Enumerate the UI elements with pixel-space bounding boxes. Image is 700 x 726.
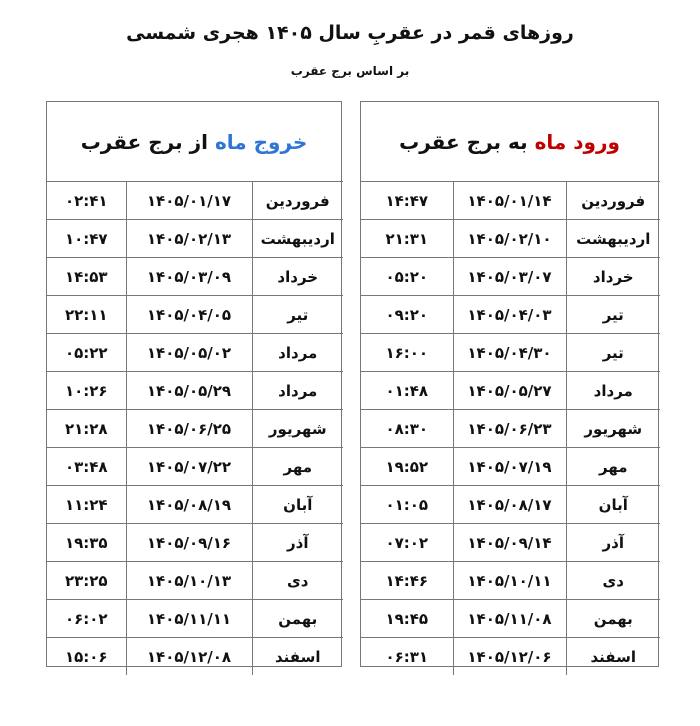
- table-row: [361, 182, 660, 220]
- table-row: [47, 334, 343, 372]
- table-row: [361, 410, 660, 448]
- cell-date: ۱۴۰۵/۰۸/۱۷: [453, 486, 566, 524]
- cell-time: ۲۱:۳۱: [361, 220, 453, 258]
- cell-time: ۰۲:۴۱: [47, 182, 126, 220]
- cell-date: ۱۴۰۵/۱۱/۰۸: [453, 600, 566, 638]
- table-row: [47, 258, 343, 296]
- table-row: [361, 524, 660, 562]
- table-row: [361, 220, 660, 258]
- cell-month: مرداد: [566, 372, 660, 410]
- cell-time: ۲۳:۲۵: [47, 562, 126, 600]
- cell-time: ۰۵:۲۰: [361, 258, 453, 296]
- cell-date: ۱۴۰۵/۰۸/۱۹: [126, 486, 252, 524]
- cell-month: شهریور: [252, 410, 343, 448]
- table-row: [47, 448, 343, 486]
- cell-month: تیر: [566, 296, 660, 334]
- cell-month: آذر: [252, 524, 343, 562]
- cell-time: ۱۹:۵۲: [361, 448, 453, 486]
- cell-date: ۱۴۰۵/۰۳/۰۷: [453, 258, 566, 296]
- cell-month: مرداد: [252, 372, 343, 410]
- cell-month: دی: [252, 562, 343, 600]
- cell-month: خرداد: [252, 258, 343, 296]
- cell-month: مرداد: [252, 334, 343, 372]
- table-row: [47, 296, 343, 334]
- cell-date: ۱۴۰۵/۰۲/۱۰: [453, 220, 566, 258]
- cell-time: ۰۱:۰۵: [361, 486, 453, 524]
- cell-time: ۱۵:۰۶: [47, 638, 126, 676]
- cell-date: ۱۴۰۵/۰۲/۱۳: [126, 220, 252, 258]
- cell-month: شهریور: [566, 410, 660, 448]
- cell-time: ۰۱:۴۸: [361, 372, 453, 410]
- table-row: [361, 600, 660, 638]
- cell-month: بهمن: [252, 600, 343, 638]
- cell-time: ۱۴:۴۷: [361, 182, 453, 220]
- cell-date: ۱۴۰۵/۰۴/۳۰: [453, 334, 566, 372]
- cell-time: ۱۰:۲۶: [47, 372, 126, 410]
- cell-month: تیر: [566, 334, 660, 372]
- table-row: [47, 182, 343, 220]
- cell-month: اسفند: [252, 638, 343, 676]
- cell-month: اردیبهشت: [252, 220, 343, 258]
- table-row: [47, 486, 343, 524]
- exit-heading-suffix: از برج عقرب: [80, 129, 208, 154]
- table-row: [361, 334, 660, 372]
- moon-entry-table: [360, 101, 659, 667]
- cell-time: ۱۰:۴۷: [47, 220, 126, 258]
- cell-month: اسفند: [566, 638, 660, 676]
- cell-time: ۰۶:۳۱: [361, 638, 453, 676]
- entry-heading-suffix: به برج عقرب: [399, 129, 528, 154]
- table-row: [361, 258, 660, 296]
- cell-month: آبان: [252, 486, 343, 524]
- table-row: [47, 372, 343, 410]
- cell-date: ۱۴۰۵/۱۲/۰۸: [126, 638, 252, 676]
- cell-time: ۱۹:۴۵: [361, 600, 453, 638]
- table-row: [47, 600, 343, 638]
- table-row: [361, 372, 660, 410]
- exit-heading: [47, 102, 341, 181]
- cell-date: ۱۴۰۵/۱۲/۰۶: [453, 638, 566, 676]
- table-row: [361, 486, 660, 524]
- cell-month: مهر: [252, 448, 343, 486]
- cell-month: دی: [566, 562, 660, 600]
- entry-heading-prefix: ورود ماه: [534, 129, 620, 154]
- cell-time: ۰۵:۲۲: [47, 334, 126, 372]
- cell-month: فروردین: [252, 182, 343, 220]
- cell-date: ۱۴۰۵/۰۱/۱۴: [453, 182, 566, 220]
- table-row: [361, 448, 660, 486]
- cell-month: تیر: [252, 296, 343, 334]
- cell-date: ۱۴۰۵/۰۴/۰۵: [126, 296, 252, 334]
- cell-date: ۱۴۰۵/۰۳/۰۹: [126, 258, 252, 296]
- cell-date: ۱۴۰۵/۰۶/۲۳: [453, 410, 566, 448]
- table-row: [361, 562, 660, 600]
- cell-month: فروردین: [566, 182, 660, 220]
- table-row: [361, 296, 660, 334]
- cell-time: ۱۴:۴۶: [361, 562, 453, 600]
- cell-date: ۱۴۰۵/۰۵/۰۲: [126, 334, 252, 372]
- table-row: [361, 638, 660, 676]
- cell-month: خرداد: [566, 258, 660, 296]
- cell-date: ۱۴۰۵/۰۶/۲۵: [126, 410, 252, 448]
- exit-rows: [47, 181, 343, 675]
- page-subtitle: بر اساس برج عقرب: [290, 64, 410, 78]
- cell-date: ۱۴۰۵/۰۷/۱۹: [453, 448, 566, 486]
- entry-rows: [361, 181, 660, 675]
- cell-date: ۱۴۰۵/۱۱/۱۱: [126, 600, 252, 638]
- cell-date: ۱۴۰۵/۱۰/۱۳: [126, 562, 252, 600]
- cell-time: ۰۸:۳۰: [361, 410, 453, 448]
- table-row: [47, 410, 343, 448]
- cell-date: ۱۴۰۵/۰۹/۱۴: [453, 524, 566, 562]
- cell-time: ۰۶:۰۲: [47, 600, 126, 638]
- cell-month: اردیبهشت: [566, 220, 660, 258]
- cell-date: ۱۴۰۵/۰۱/۱۷: [126, 182, 252, 220]
- exit-heading-prefix: خروج ماه: [214, 129, 308, 154]
- table-row: [47, 562, 343, 600]
- cell-date: ۱۴۰۵/۰۷/۲۲: [126, 448, 252, 486]
- cell-month: مهر: [566, 448, 660, 486]
- cell-time: ۰۷:۰۲: [361, 524, 453, 562]
- cell-date: ۱۴۰۵/۰۴/۰۳: [453, 296, 566, 334]
- cell-month: آبان: [566, 486, 660, 524]
- cell-date: ۱۴۰۵/۰۵/۲۷: [453, 372, 566, 410]
- table-row: [47, 638, 343, 676]
- cell-time: ۲۱:۲۸: [47, 410, 126, 448]
- cell-time: ۱۹:۳۵: [47, 524, 126, 562]
- cell-time: ۱۶:۰۰: [361, 334, 453, 372]
- moon-exit-table: [46, 101, 342, 667]
- cell-time: ۰۹:۲۰: [361, 296, 453, 334]
- cell-date: ۱۴۰۵/۰۹/۱۶: [126, 524, 252, 562]
- page-title: روزهای قمر در عقربِ سال ۱۴۰۵ هجری شمسی: [126, 22, 574, 44]
- table-row: [47, 524, 343, 562]
- cell-month: آذر: [566, 524, 660, 562]
- cell-time: ۰۳:۴۸: [47, 448, 126, 486]
- cell-date: ۱۴۰۵/۰۵/۲۹: [126, 372, 252, 410]
- cell-time: ۱۴:۵۳: [47, 258, 126, 296]
- entry-heading: [361, 102, 658, 181]
- table-row: [47, 220, 343, 258]
- cell-time: ۱۱:۲۴: [47, 486, 126, 524]
- cell-time: ۲۲:۱۱: [47, 296, 126, 334]
- cell-date: ۱۴۰۵/۱۰/۱۱: [453, 562, 566, 600]
- cell-month: بهمن: [566, 600, 660, 638]
